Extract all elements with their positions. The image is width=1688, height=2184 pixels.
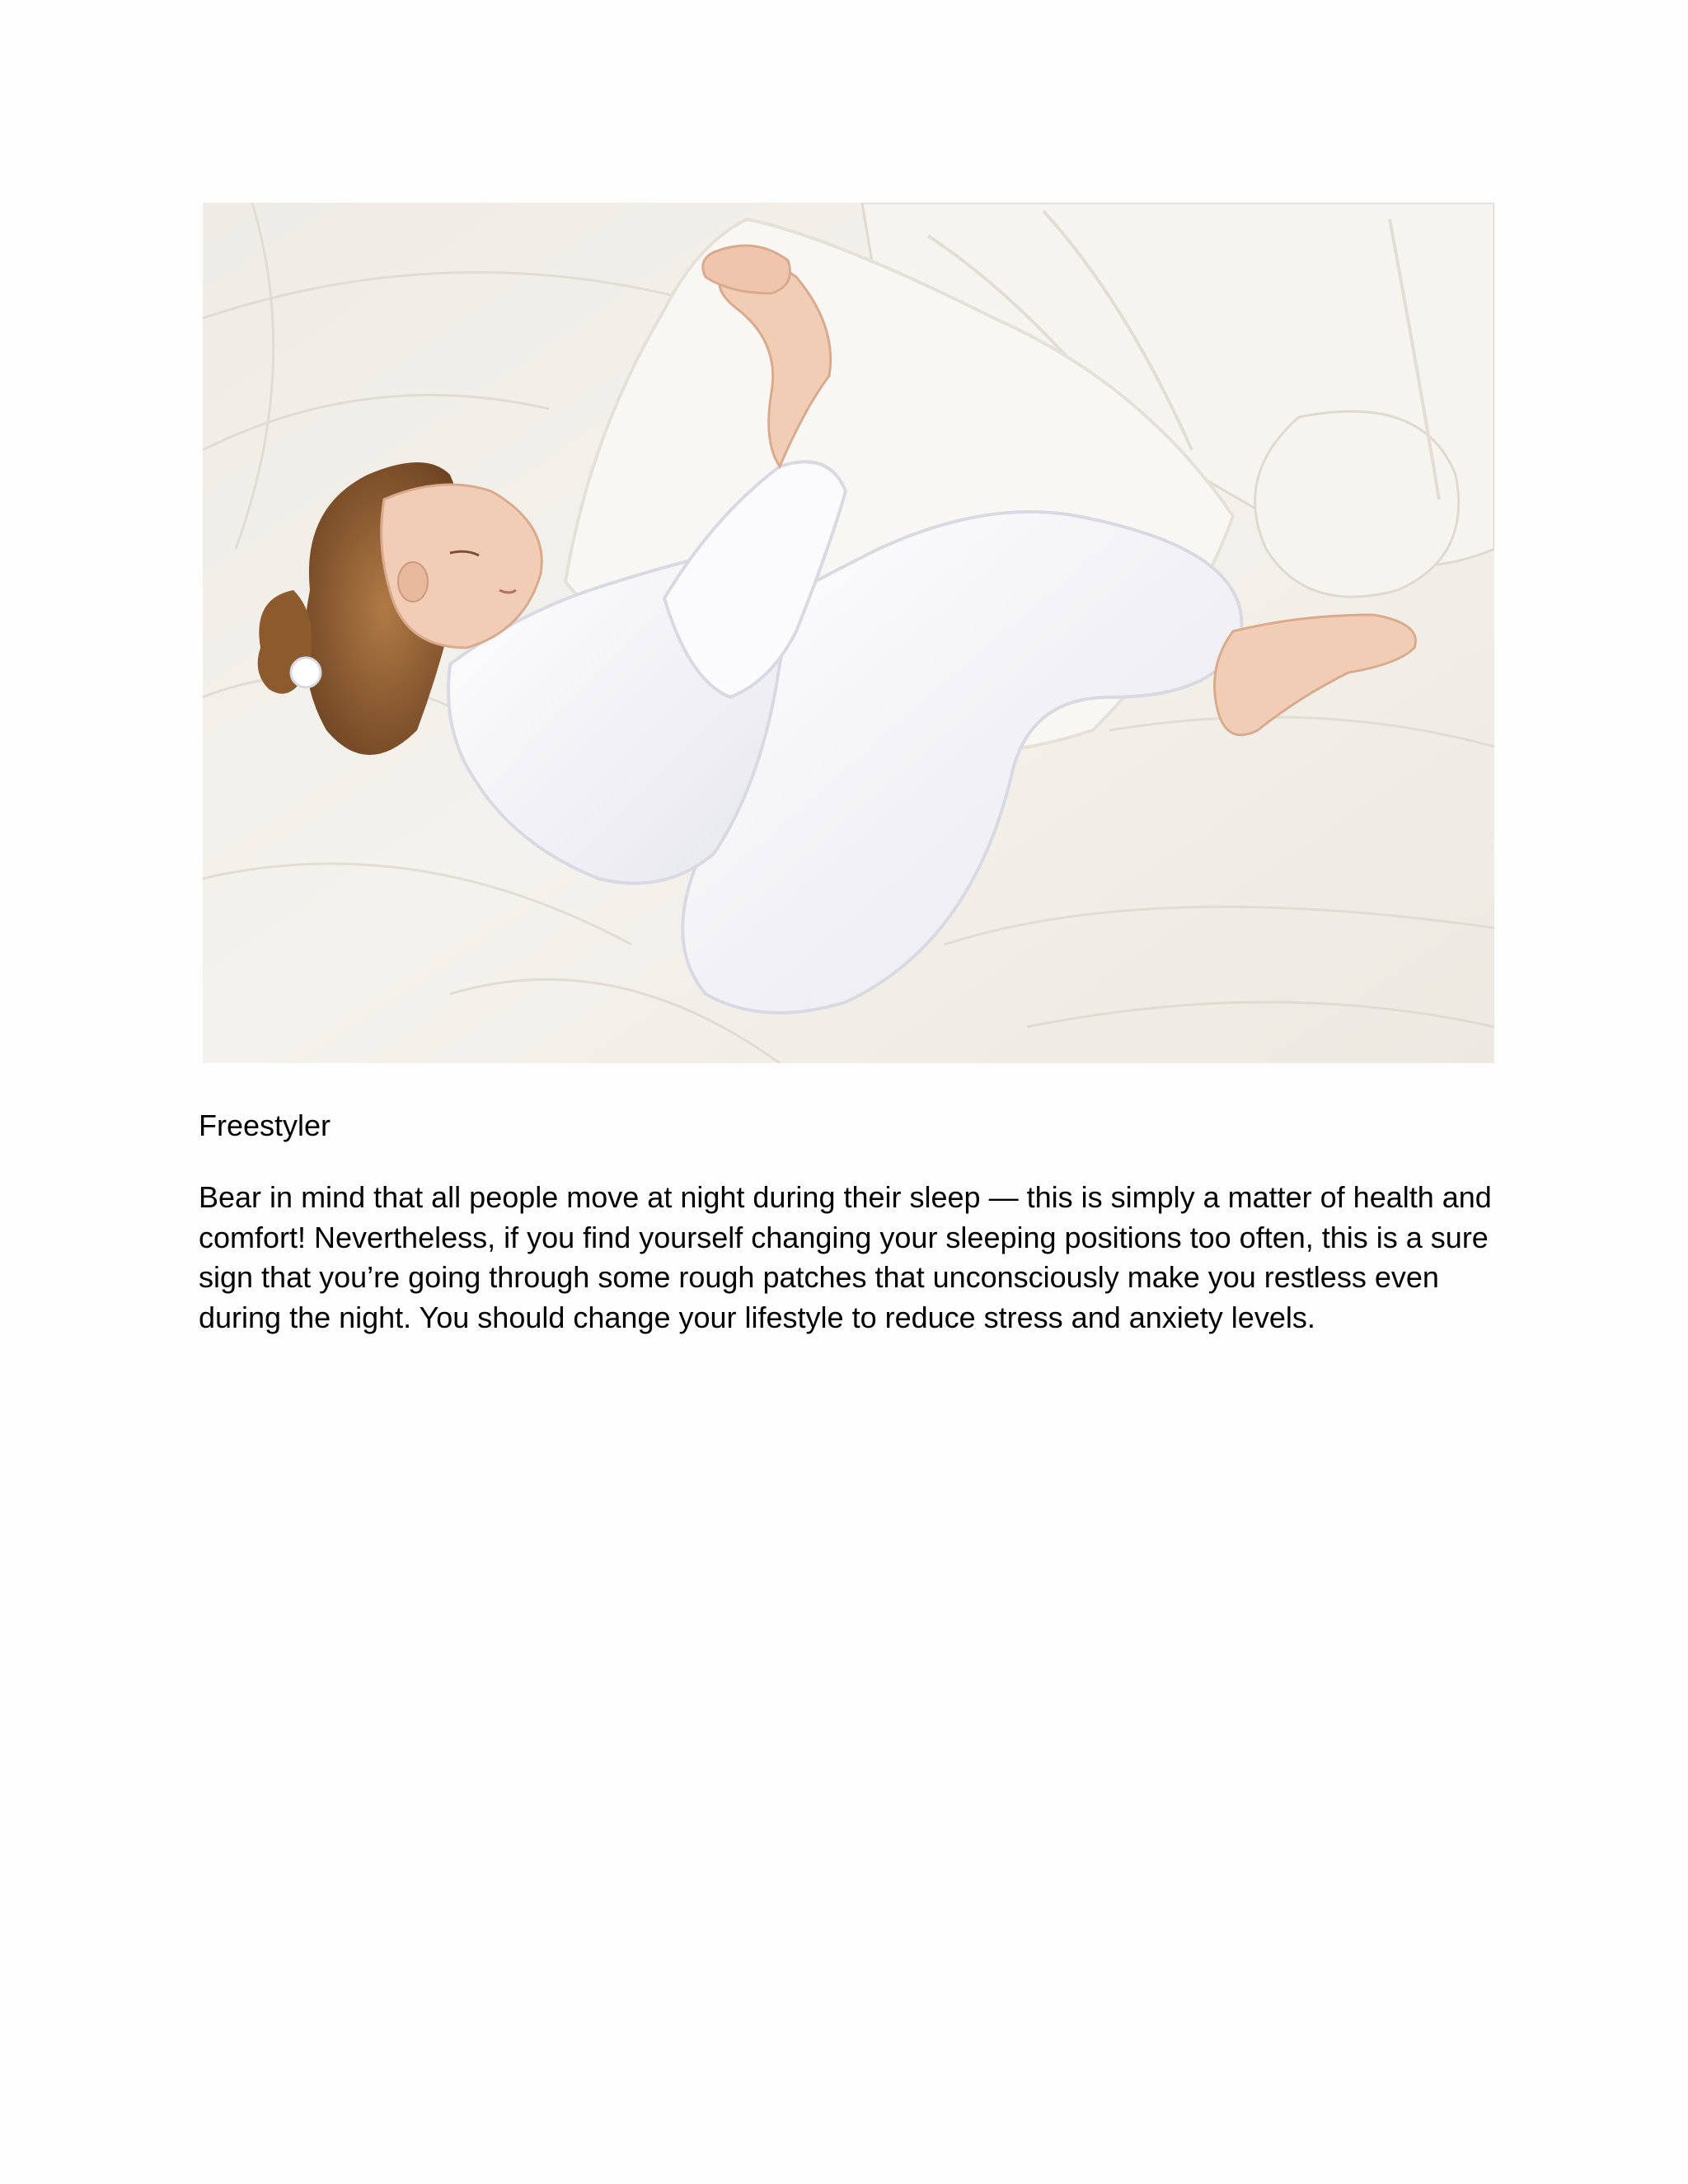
sleeping-woman-photo	[203, 203, 1494, 1063]
body-paragraph: Bear in mind that all people move at night during their sleep — this is simply a matter of health and comfort! Nevertheless, if you find yourself changing your sleeping positions too often, this is a sure sign that you’re going through some rough patches that unconsciously make you restless even during the night. You should change your lifestyle to reduce stress and anxiety levels.	[199, 1180, 1492, 1334]
section-heading: Freestyler	[199, 1108, 331, 1142]
